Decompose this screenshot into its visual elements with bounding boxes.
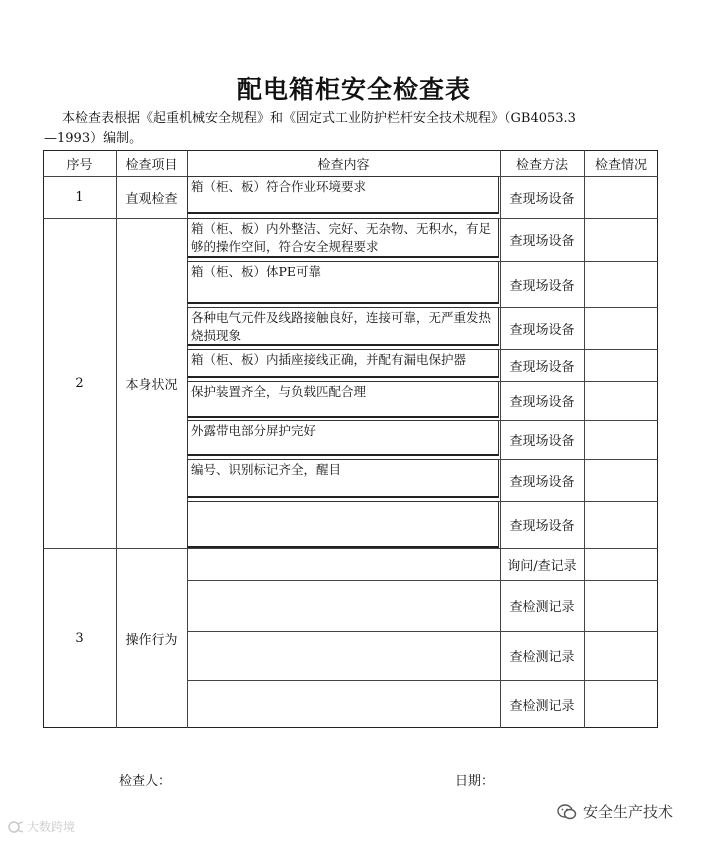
check-method: 查现场设备 bbox=[509, 234, 575, 249]
check-method: 查现场设备 bbox=[509, 322, 575, 338]
watermark-left bbox=[8, 818, 75, 835]
check-method: 询问/查记录 bbox=[507, 558, 577, 574]
check-content: 箱（柜、板）内外整洁、完好、无杂物、无积水，有足够的操作空间，符合安全规程要求 bbox=[191, 221, 492, 254]
header-content: 检查内容 bbox=[317, 157, 370, 173]
header-method: 检查方法 bbox=[515, 157, 568, 173]
check-status-cell[interactable] bbox=[584, 218, 658, 261]
content-box bbox=[187, 501, 499, 548]
check-status-cell[interactable] bbox=[584, 680, 658, 728]
header-item: 检查项目 bbox=[125, 157, 178, 173]
check-method: 查现场设备 bbox=[509, 474, 575, 490]
check-method: 查现场设备 bbox=[509, 191, 575, 207]
check-method: 查现场设备 bbox=[509, 395, 575, 410]
check-status-cell[interactable] bbox=[584, 349, 658, 381]
group-item: 本身状况 bbox=[125, 377, 178, 393]
check-status-cell[interactable] bbox=[584, 307, 658, 349]
check-status-cell[interactable] bbox=[584, 381, 658, 420]
check-status-cell[interactable] bbox=[584, 548, 658, 580]
watermark-right bbox=[557, 801, 673, 822]
check-content: 箱（柜、板）符合作业环境要求 bbox=[191, 179, 367, 194]
check-status-cell[interactable] bbox=[584, 176, 658, 218]
inspector-label: 检查人： bbox=[119, 774, 172, 789]
wechat-icon bbox=[557, 803, 577, 821]
page-title: 配电箱柜安全检查表 bbox=[236, 75, 471, 104]
check-status-cell[interactable] bbox=[584, 631, 658, 680]
check-content: 编号、识别标记齐全，醒目 bbox=[191, 462, 342, 477]
check-method: 查现场设备 bbox=[509, 519, 575, 534]
check-content: 各种电气元件及线路接触良好，连接可靠，无严重发热烧损现象 bbox=[191, 310, 492, 343]
date-label: 日期： bbox=[455, 774, 495, 789]
check-content: 箱（柜、板）内插座接线正确，并配有漏电保护器 bbox=[191, 352, 467, 367]
check-content: 保护装置齐全，与负载匹配合理 bbox=[191, 384, 367, 399]
check-method: 查现场设备 bbox=[509, 434, 575, 449]
check-status-cell[interactable] bbox=[584, 420, 658, 459]
check-content: 箱（柜、板）体PE可靠 bbox=[191, 264, 322, 279]
watermark-right-text: 安全生产技术 bbox=[583, 803, 674, 821]
check-content: 外露带电部分屏护完好 bbox=[191, 423, 317, 438]
watermark-logo-icon bbox=[8, 820, 24, 834]
check-method: 查检测记录 bbox=[509, 600, 575, 615]
intro-line-1: 本检查表根据《起重机械安全规程》和《固定式工业防护栏杆安全技术规程》（GB4053.3 bbox=[62, 111, 576, 126]
check-status-cell[interactable] bbox=[584, 459, 658, 501]
intro-line-2: —1993）编制。 bbox=[44, 131, 143, 146]
check-method: 查检测记录 bbox=[509, 650, 575, 665]
group-seq: 3 bbox=[75, 630, 84, 646]
check-method: 查检测记录 bbox=[509, 698, 575, 714]
watermark-left-text: 大数跨境 bbox=[27, 820, 76, 834]
group-item: 操作行为 bbox=[125, 632, 178, 648]
group-seq: 2 bbox=[75, 375, 84, 391]
check-status-cell[interactable] bbox=[584, 580, 658, 631]
header-seq: 序号 bbox=[66, 157, 93, 173]
header-status: 检查情况 bbox=[594, 157, 647, 173]
group-seq: 1 bbox=[75, 189, 84, 205]
group-item: 直观检查 bbox=[125, 191, 178, 207]
check-status-cell[interactable] bbox=[584, 501, 658, 548]
check-method: 查现场设备 bbox=[509, 278, 575, 294]
check-method: 查现场设备 bbox=[509, 359, 575, 375]
check-status-cell[interactable] bbox=[584, 261, 658, 307]
